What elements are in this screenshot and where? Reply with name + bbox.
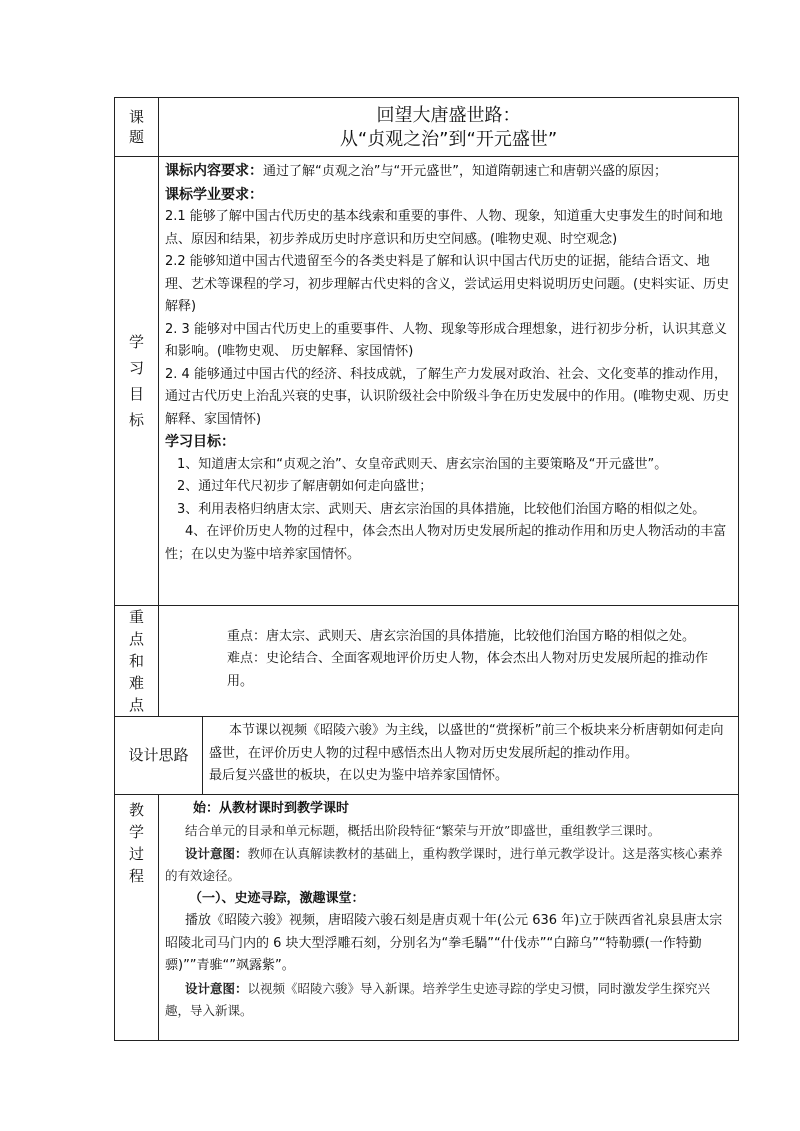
key-points-label-text: 重点和难点 — [129, 608, 145, 714]
design-idea-cell — [115, 717, 739, 795]
requirement-2-4: 2. 4 能够通过中国古代的经济、科技成就，了解生产力发展对政治、社会、文化变革的推动作用，通过古代历史上治乱兴衰的史事，认识阶级社会中阶级斗争在历史发展中的作用。(唯物史观、历史解释、家国情怀) — [165, 366, 730, 427]
start-heading: 始：从教材课时到教学课时 — [193, 800, 350, 816]
process-content — [159, 794, 739, 1040]
goal-1: 1、知道唐太宗和“贞观之治”、女皇帝武则天、唐玄宗治国的主要策略及“开元盛世”。 — [177, 456, 668, 472]
difficulty-text: 难点：史论结合、全面客观地评价历史人物，体会杰出人物对历史发展所起的推动作用。 — [227, 651, 709, 689]
key-points-label — [115, 606, 159, 717]
objectives-content — [159, 157, 739, 606]
topic-row — [115, 98, 739, 157]
lesson-plan-table — [114, 97, 739, 1041]
lesson-title — [159, 98, 739, 157]
design-idea-row — [115, 717, 739, 795]
process-row — [115, 794, 739, 1040]
intent-2-text: 以视频《昭陵六骏》导入新课。培养学生史迹寻踪的学史习惯，同时激发学生探究兴趣，导入新课。 — [165, 980, 711, 1018]
curriculum-heading: 课标内容要求： — [165, 163, 263, 179]
title-line-1: 回望大唐盛世路： — [376, 105, 521, 126]
goal-4: 4、在评价历史人物的过程中，体会杰出人物对历史发展所起的推动作用和历史人物活动的丰富性；在以史为鉴中培养家国情怀。 — [165, 524, 727, 562]
requirement-2-3: 2. 3 能够对中国古代历史上的重要事件、人物、现象等形成合理想象，进行初步分析，认识其意义和影响。(唯物史观、 历史解释、家国情怀) — [165, 321, 727, 359]
key-points-content — [159, 606, 739, 717]
design-idea-text-1: 本节课以视频《昭陵六骏》为主线，以盛世的“赏探析”前三个板块来分析唐朝如何走向盛世，在评价历史人物的过程中感悟杰出人物对历史发展所起的推动作用。 — [209, 723, 724, 761]
key-points-row — [115, 606, 739, 717]
process-label — [115, 794, 159, 1040]
section-1-heading: （一）、史迹寻踪，激趣课堂： — [189, 890, 365, 906]
curriculum-text: 通过了解“贞观之治”与“开元盛世”，知道隋朝速亡和唐朝兴盛的原因； — [263, 164, 667, 179]
objectives-label — [115, 157, 159, 606]
topic-label — [115, 98, 159, 157]
section-1-text: 播放《昭陵六骏》视频，唐昭陵六骏石刻是唐贞观十年(公元 636 年)立于陕西省礼泉县唐太宗昭陵北司马门内的 6 块大型浮雕石刻，分别名为“拳毛騧”“什伐赤”“白蹄乌”“特勒骠(一作特勤骠)””青骓“”飒露紫”。 — [165, 913, 723, 973]
goal-2: 2、通过年代尺初步了解唐朝如何走向盛世； — [177, 479, 433, 494]
goal-3: 3、利用表格归纳唐太宗、武则天、唐玄宗治国的具体措施，比较他们治国方略的相似之处。 — [177, 501, 706, 517]
requirement-2-2: 2.2 能够知道中国古代遗留至今的各类史料是了解和认识中国古代历史的证据，能结合语文、地理、艺术等课程的学习，初步理解古代史料的含义，尝试运用史料说明历史问题。(史料实证、历史解释) — [165, 254, 730, 314]
design-idea-label: 设计思路 — [115, 717, 203, 794]
design-idea-text-2: 最后复兴盛世的板块，在以史为鉴中培养家国情怀。 — [209, 768, 509, 783]
academic-heading: 课标学业要求： — [165, 186, 263, 203]
topic-label-text: 课题 — [129, 108, 145, 146]
intent-1-text: 教师在认真解读教材的基础上，重构教学课时，进行单元教学设计。这是落实核心素养的有效途径。 — [165, 845, 723, 883]
intent-2-heading: 设计意图： — [185, 980, 248, 996]
title-line-2: 从“贞观之治”到“开元盛世” — [339, 129, 558, 150]
intent-1-heading: 设计意图： — [185, 845, 248, 861]
requirement-2-1: 2.1 能够了解中国古代历史的基本线索和重要的事件、人物、现象，知道重大史事发生的时间和地点、原因和结果，初步养成历史时序意识和历史空间感。(唯物史观、时空观念) — [165, 209, 723, 247]
goals-heading: 学习目标： — [165, 434, 235, 450]
objectives-label-text: 学习目标 — [129, 333, 145, 429]
process-label-text: 教学过程 — [129, 800, 145, 885]
objectives-row — [115, 157, 739, 606]
focus-text: 重点：唐太宗、武则天、唐玄宗治国的具体措施，比较他们治国方略的相似之处。 — [227, 628, 696, 644]
start-text: 结合单元的目录和单元标题，概括出阶段特征“繁荣与开放”即盛世，重组教学三课时。 — [185, 823, 661, 838]
design-idea-content — [203, 717, 738, 794]
